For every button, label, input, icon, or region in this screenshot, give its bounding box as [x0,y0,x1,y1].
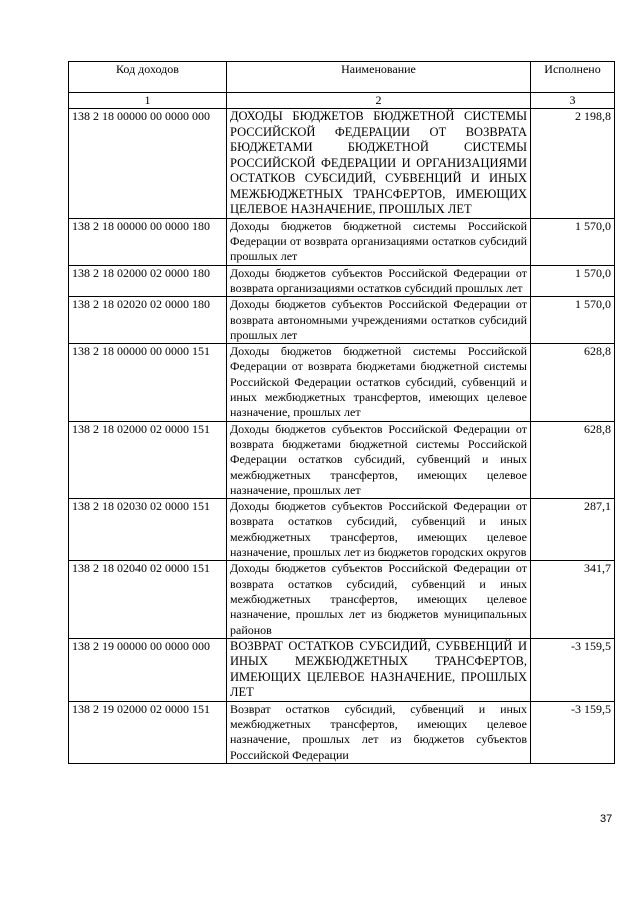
column-number-1: 1 [69,93,227,109]
revenue-code: 138 2 18 00000 00 0000 180 [69,218,227,265]
revenue-name: Доходы бюджетов бюджетной системы Российской Федерации от возврата бюджетами бюджетной системы Российской Федерации остатков субсидий, субвенций и иных межбюджетных трансфертов, имеющих целевое назначение, прошлых лет [227,344,531,421]
revenue-code: 138 2 18 02000 02 0000 151 [69,421,227,498]
revenue-name: Доходы бюджетов субъектов Российской Федерации от возврата остатков субсидий, субвенций и иных межбюджетных трансфертов, имеющих целевое назначение, прошлых лет из бюджетов городских округов [227,499,531,561]
revenue-name: Доходы бюджетов субъектов Российской Федерации от возврата бюджетами бюджетной системы Российской Федерации остатков субсидий, субвенций и иных межбюджетных трансфертов, имеющих целевое назначение, прошлых лет [227,421,531,498]
revenue-amount: 1 570,0 [531,265,615,297]
revenue-code: 138 2 18 02020 02 0000 180 [69,297,227,344]
revenue-table [68,61,615,764]
column-number-3: 3 [531,93,615,109]
revenue-code: 138 2 18 02030 02 0000 151 [69,499,227,561]
revenue-code: 138 2 18 00000 00 0000 151 [69,344,227,421]
revenue-code: 138 2 18 02000 02 0000 180 [69,265,227,297]
revenue-name: Возврат остатков субсидий, субвенций и иных межбюджетных трансфертов, имеющих целевое назначение, прошлых лет из бюджетов субъектов Российской Федерации [227,701,531,763]
page-number: 37 [600,813,613,825]
revenue-amount: 2 198,8 [531,109,615,219]
revenue-name: Доходы бюджетов субъектов Российской Федерации от возврата остатков субсидий, субвенций и иных межбюджетных трансфертов, имеющих целевое назначение, прошлых лет из бюджетов муниципальных районов [227,561,531,638]
revenue-amount: 287,1 [531,499,615,561]
table-row [69,561,615,638]
column-number-2: 2 [227,93,531,109]
revenue-name: Доходы бюджетов субъектов Российской Федерации от возврата автономными учреждениями остатков субсидий прошлых лет [227,297,531,344]
table-row [69,638,615,701]
table-row [69,265,615,297]
table-row [69,701,615,763]
table-row [69,218,615,265]
revenue-name: ДОХОДЫ БЮДЖЕТОВ БЮДЖЕТНОЙ СИСТЕМЫ РОССИЙСКОЙ ФЕДЕРАЦИИ ОТ ВОЗВРАТА БЮДЖЕТАМИ БЮДЖЕТНОЙ СИСТЕМЫ РОССИЙСКОЙ ФЕДЕРАЦИИ И ОРГАНИЗАЦИЯМИ ОСТАТКОВ СУБСИДИЙ, СУБВЕНЦИЙ И ИНЫХ МЕЖБЮДЖЕТНЫХ ТРАНСФЕРТОВ, ИМЕЮЩИХ ЦЕЛЕВОЕ НАЗНАЧЕНИЕ, ПРОШЛЫХ ЛЕТ [227,109,531,219]
revenue-code: 138 2 18 00000 00 0000 000 [69,109,227,219]
revenue-code: 138 2 19 02000 02 0000 151 [69,701,227,763]
revenue-amount: 628,8 [531,344,615,421]
column-number-row [69,93,615,109]
revenue-name: Доходы бюджетов субъектов Российской Федерации от возврата организациями остатков субсидий прошлых лет [227,265,531,297]
revenue-name: Доходы бюджетов бюджетной системы Российской Федерации от возврата организациями остатков субсидий прошлых лет [227,218,531,265]
revenue-amount: 628,8 [531,421,615,498]
table-row [69,421,615,498]
table-row [69,297,615,344]
revenue-amount: 341,7 [531,561,615,638]
revenue-name: ВОЗВРАТ ОСТАТКОВ СУБСИДИЙ, СУБВЕНЦИЙ И ИНЫХ МЕЖБЮДЖЕТНЫХ ТРАНСФЕРТОВ, ИМЕЮЩИХ ЦЕЛЕВОЕ НАЗНАЧЕНИЕ, ПРОШЛЫХ ЛЕТ [227,638,531,701]
revenue-amount: -3 159,5 [531,701,615,763]
revenue-code: 138 2 19 00000 00 0000 000 [69,638,227,701]
table-row [69,499,615,561]
revenue-amount: -3 159,5 [531,638,615,701]
table-row [69,344,615,421]
header-name: Наименование [227,62,531,93]
revenue-amount: 1 570,0 [531,297,615,344]
table-row [69,109,615,219]
table-header-row [69,62,615,93]
revenue-amount: 1 570,0 [531,218,615,265]
revenue-code: 138 2 18 02040 02 0000 151 [69,561,227,638]
header-executed: Исполнено [531,62,615,93]
header-code: Код доходов [69,62,227,93]
